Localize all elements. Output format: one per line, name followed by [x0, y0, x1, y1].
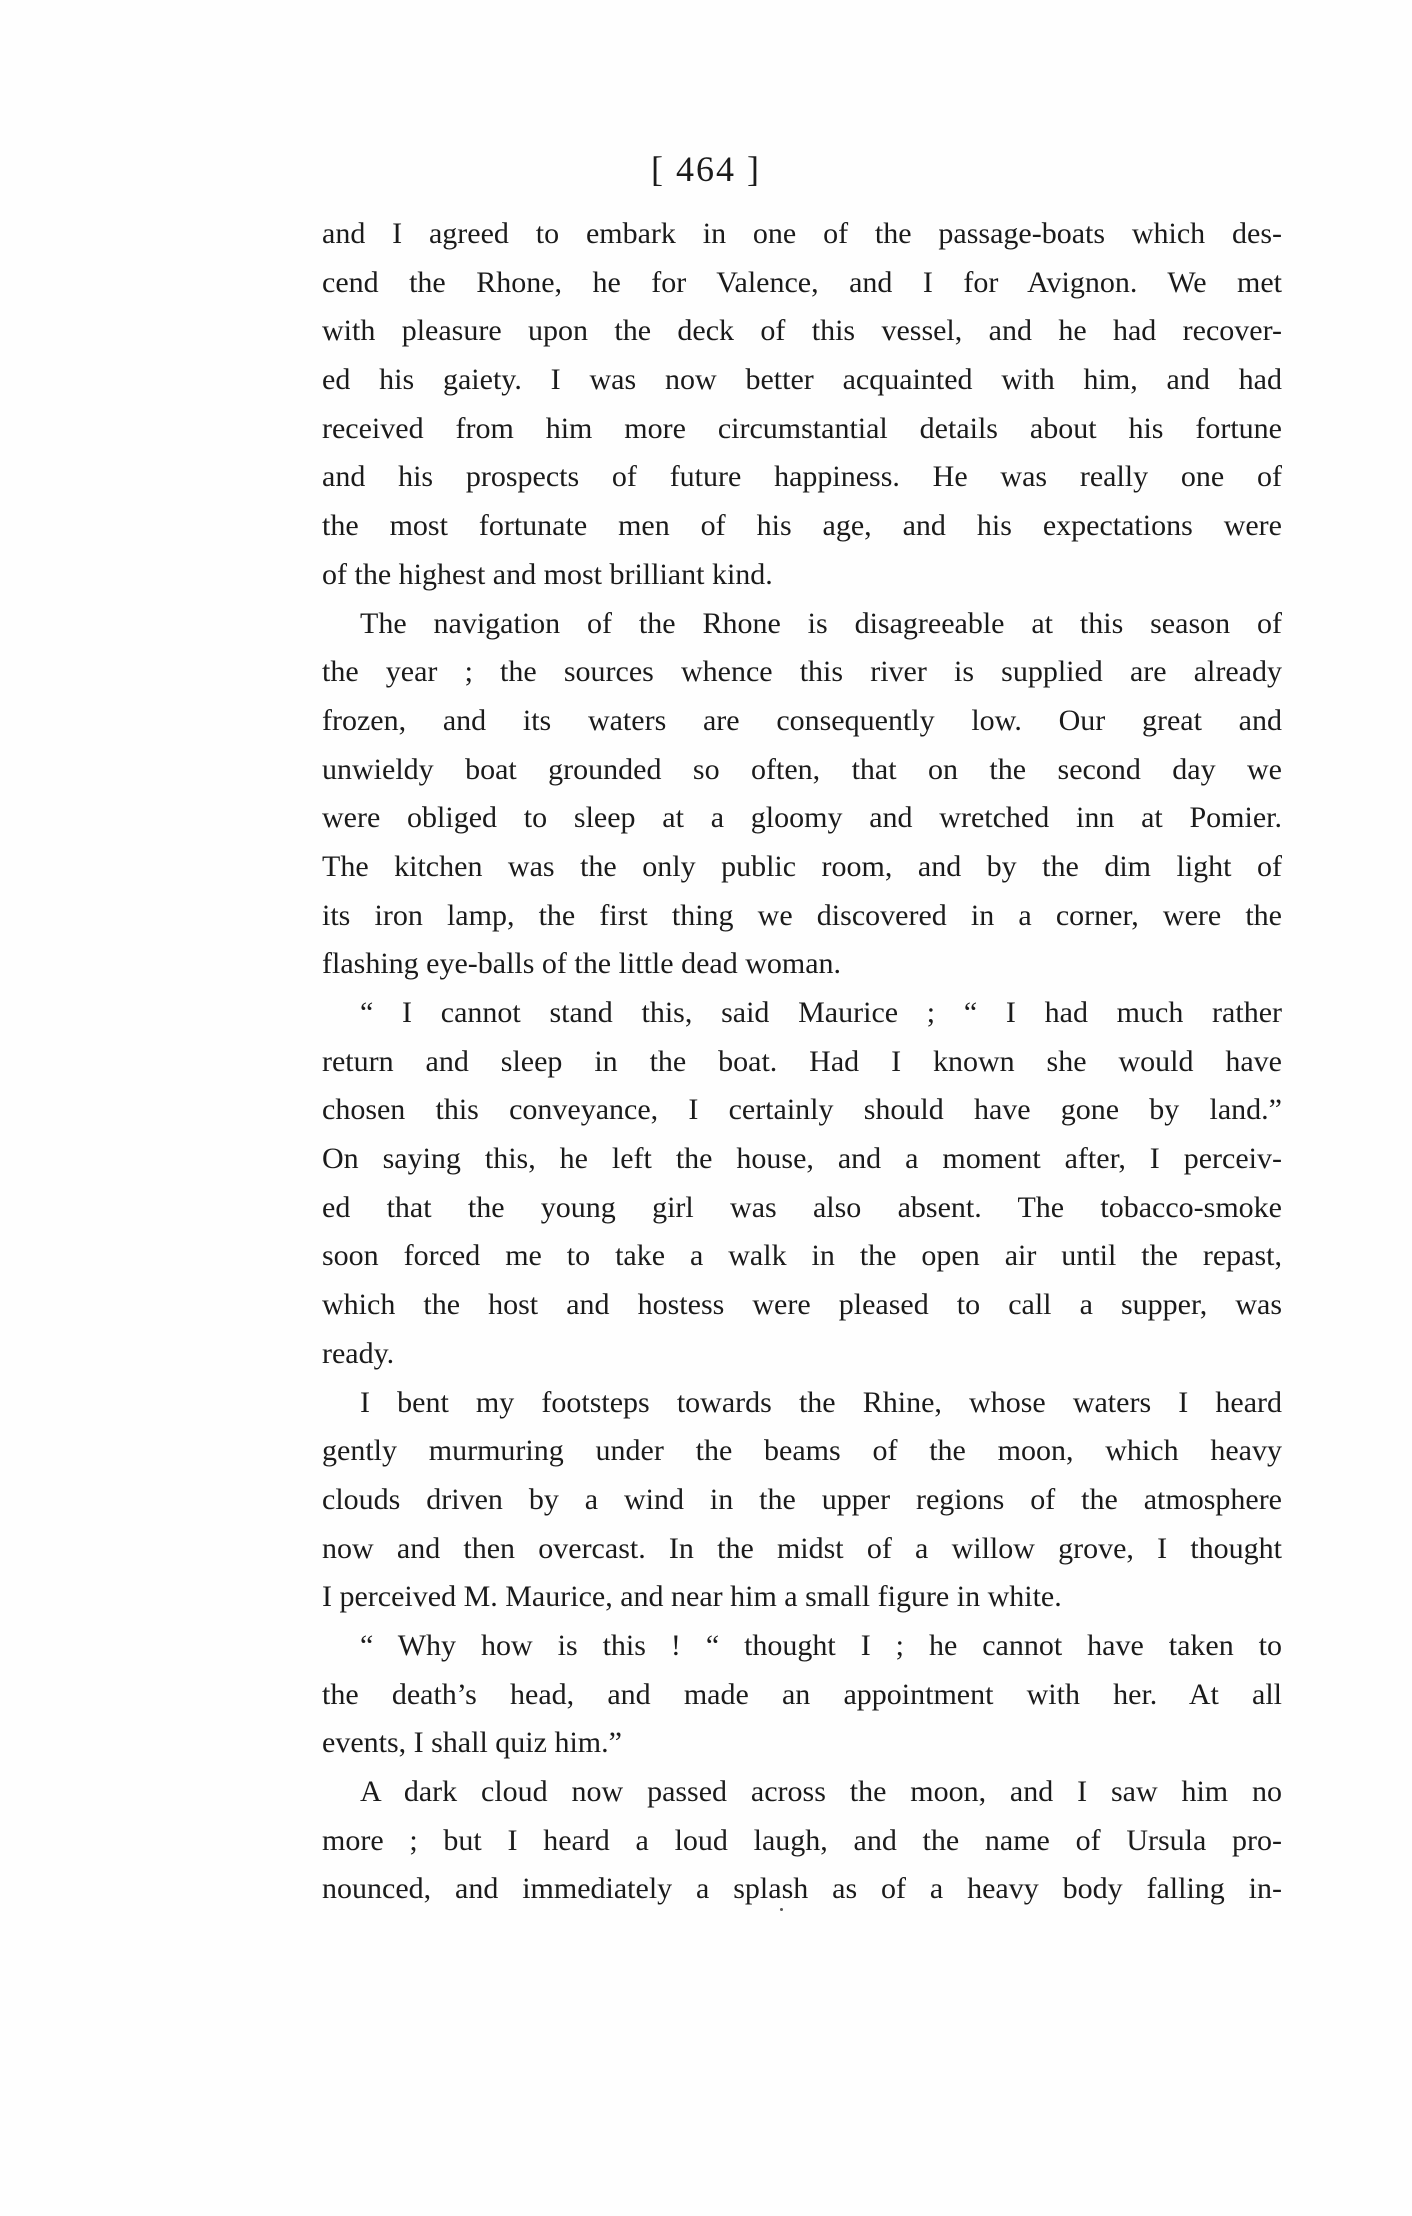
text-line: and his prospects of future happiness. He was really one of [322, 460, 1282, 494]
text-line: “ I cannot stand this, said Maurice ; “ I had much rather [360, 996, 1282, 1029]
paragraph [322, 1379, 1282, 1622]
text-line: soon forced me to take a walk in the open air until the repast, [322, 1239, 1282, 1273]
text-line: and I agreed to embark in one of the passage-boats which des- [322, 217, 1282, 250]
text-line: unwieldy boat grounded so often, that on the second day we [322, 752, 1282, 786]
text-line: ed his gaiety. I was now better acquainted with him, and had [322, 363, 1282, 397]
paragraph [322, 1622, 1282, 1768]
text-line: I perceived M. Maurice, and near him a small figure in white. [322, 1580, 1062, 1614]
text-line: I bent my footsteps towards the Rhine, whose waters I heard [360, 1385, 1282, 1419]
paragraph [322, 1768, 1282, 1914]
text-line: chosen this conveyance, I certainly should have gone by land.” [322, 1093, 1282, 1127]
text-line: more ; but I heard a loud laugh, and the name of Ursula pro- [322, 1823, 1282, 1857]
text-line: flashing eye-balls of the little dead woman. [322, 947, 842, 981]
text-line: ready. [322, 1336, 395, 1370]
text-line: received from him more circumstantial details about his fortune [322, 411, 1282, 445]
text-line: now and then overcast. In the midst of a willow grove, I thought [322, 1531, 1282, 1565]
page-number: [ 464 ] [651, 149, 761, 189]
text-line: the year ; the sources whence this river is supplied are already [322, 655, 1282, 689]
text-line: of the highest and most brilliant kind. [322, 557, 773, 591]
text-line: nounced, and immediately a splash as of a heavy body falling in- [322, 1872, 1282, 1906]
ink-speck [780, 1908, 783, 1911]
text-line: return and sleep in the boat. Had I known she would have [322, 1044, 1282, 1078]
text-line: cend the Rhone, he for Valence, and I for Avignon. We met [322, 265, 1282, 299]
text-line: “ Why how is this ! “ thought I ; he cannot have taken to [360, 1628, 1282, 1662]
text-line: ed that the young girl was also absent. The tobacco-smoke [322, 1190, 1282, 1224]
paragraph [322, 600, 1282, 990]
paragraph [322, 989, 1282, 1379]
text-line: with pleasure upon the deck of this vessel, and he had recover- [322, 314, 1282, 348]
text-line: its iron lamp, the first thing we discovered in a corner, were the [322, 898, 1282, 932]
text-line: were obliged to sleep at a gloomy and wretched inn at Pomier. [322, 801, 1282, 835]
text-line: which the host and hostess were pleased to call a supper, was [322, 1288, 1282, 1322]
text-line: clouds driven by a wind in the upper regions of the atmosphere [322, 1482, 1282, 1516]
text-line: On saying this, he left the house, and a moment after, I perceiv- [322, 1142, 1282, 1176]
text-line: The navigation of the Rhone is disagreeable at this season of [360, 606, 1282, 640]
paragraph [322, 210, 1282, 600]
body-text [322, 210, 1282, 1914]
text-line: events, I shall quiz him.” [322, 1726, 622, 1760]
text-line: A dark cloud now passed across the moon, and I saw him no [360, 1775, 1282, 1808]
text-line: the death’s head, and made an appointment with her. At all [322, 1677, 1282, 1711]
text-line: The kitchen was the only public room, and by the dim light of [322, 849, 1282, 883]
text-line: the most fortunate men of his age, and his expectations were [322, 509, 1282, 543]
text-line: frozen, and its waters are consequently low. Our great and [322, 703, 1282, 737]
text-line: gently murmuring under the beams of the moon, which heavy [322, 1434, 1282, 1468]
